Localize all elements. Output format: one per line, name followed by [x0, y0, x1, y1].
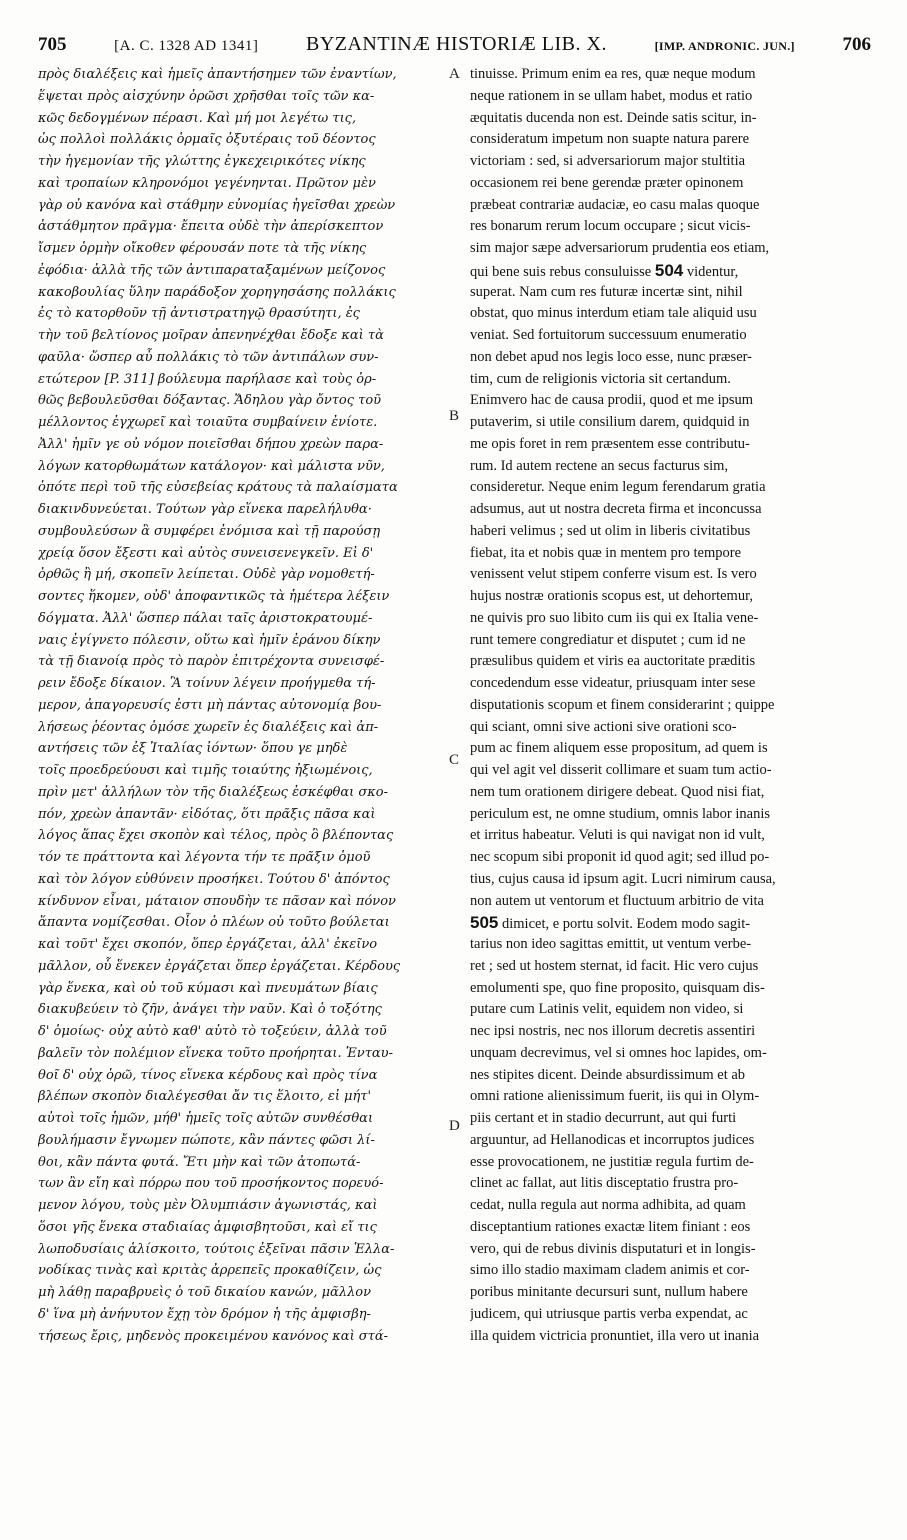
greek-text-line: θοῖ δ' οὐχ ὁρῶ, τίνος εἵνεκα κέρδους καὶ πρὸς τίνα	[38, 1067, 378, 1083]
greek-text-line: ναις ἐγίγνετο πόλεσιν, οὕτω καὶ ἡμῖν ἐράνου δίκην	[38, 632, 381, 648]
greek-text-line: ρειν ἔδοξε δίκαιον. Ἃ τοίνυν λέγειν προήγμεθα τή-	[38, 676, 376, 691]
latin-text-line: simo illo stadio maximam cladem animis et cor-	[470, 1262, 750, 1279]
greek-text-line: αὐτοὶ τοῖς ἡμῶν, μήθ' ἡμεῖς τοῖς αὐτῶν συνθέσθαι	[38, 1111, 374, 1126]
greek-text-line: Ἀλλ' ἡμῖν γε οὐ νόμον ποιεῖσθαι δήπου χρεὼν παρα-	[38, 436, 384, 452]
latin-text-line: consideratum impetum non suapte natura parere	[470, 131, 750, 148]
greek-text-line: ὁπότε περὶ τοῦ τῆς εὐσεβείας κράτους τὰ παλαίσματα	[38, 480, 398, 496]
latin-text-line: illa quidem victricia pronuntiet, illa vero ut inania	[470, 1327, 760, 1344]
greek-text-line: μενον λόγου, τοὺς μὲν Ὀλυμπιάσιν ἀγωνιστάς, καὶ	[38, 1198, 378, 1213]
greek-text-line: πρὶν μετ' ἀλλήλων τὸν τῆς διαλέξεως ἐσκέφθαι σκο-	[38, 784, 388, 800]
book-title: BYZANTINÆ HISTORIÆ LIB. X.	[305, 33, 607, 55]
greek-text-line: σοντες ἥκομεν, οὐδ' ἀποφαντικῶς τὰ ἡμέτερα λέξειν	[38, 589, 390, 604]
greek-text-line: τὴν τοῦ βελτίονος μοῖραν ἀπενηνέχθαι ἔδοξε καὶ τὰ	[38, 328, 384, 343]
greek-text-line: ετώτερον [P. 311] βούλευμα παρήλασε καὶ τοὺς ὀρ-	[38, 371, 377, 387]
latin-text-line: cedat, nulla regula aut norma adhibita, ad quam	[470, 1197, 746, 1213]
latin-text-line: veniat. Sed fortuitorum successuum enumeratio	[470, 327, 747, 343]
latin-text-line: fiebat, ita et nobis quæ in mentem pro tempore	[470, 544, 742, 561]
latin-text-line: qui bene suis rebus consuluisse 504 videntur,	[470, 260, 739, 280]
latin-text-line: nec ipsi nostris, nec nos illorum decretis assentiri	[470, 1023, 756, 1039]
greek-text-line: φαῦλα· ὥσπερ αὖ πολλάκις τὸ τῶν ἀντιπάλων συν-	[38, 349, 379, 365]
greek-text-line: λήσεως ῥέοντας ὁμόσε χωρεῖν ἐς διαλέξεις καὶ ἀπ-	[38, 719, 379, 735]
latin-text-line: Enimvero hac de causa prodii, quod et me ipsum	[470, 392, 754, 409]
greek-text-line: ὅσοι γῆς ἕνεκα σταδιαίας ἀμφισβητοῦσι, καὶ εἴ τις	[38, 1219, 377, 1235]
greek-text-line: διακυβεύειν τὸ ζῆν, ἀνάγει τὴν ναῦν. Καὶ ὁ τοξότης	[38, 1002, 382, 1018]
latin-text-line: clinet ac fallat, aut litis disceptatio frustra pro-	[470, 1175, 739, 1192]
greek-text-line: βαλεῖν τὸν πολέμιον εἵνεκα τοῦτο προήρηται. Ἐνταυ-	[38, 1045, 393, 1061]
page-number-right: 706	[842, 34, 871, 55]
latin-text-line: neque rationem in se ullam habet, modus et ratio	[470, 87, 753, 104]
latin-text-line: omni ratione alienissimum fuerit, iis qui in Olym-	[470, 1088, 760, 1105]
latin-text-line: judicem, qui utriusque partis verba expendat, ac	[470, 1305, 748, 1322]
greek-text-line: μᾶλλον, οὗ ἕνεκεν ἐργάζεται ὅπερ ἐργάζεται. Κέρδους	[38, 958, 401, 974]
greek-text-line: θοι, κἂν πάντα φυτά. Ἔτι μὴν καὶ τῶν ἀτοπωτά-	[38, 1154, 361, 1170]
greek-text-line: μέλλοντος ἐγχωρεῖ καὶ τοιαῦτα συμβαίνειν ἐνίοτε.	[38, 415, 378, 430]
latin-text-line: tinuisse. Primum enim ea res, quæ neque modum	[470, 66, 756, 82]
greek-text-line: ἀστάθμητον πρᾶγμα· ἔπειτα οὐδὲ τὴν ἀπερίσκεπτον	[38, 219, 384, 235]
greek-text-line: ἐς τὸ κατορθοῦν τῇ ἀντιστρατηγῷ θρασύτητι, ἐς	[38, 306, 360, 322]
greek-text-line: κακοβουλίας ὕλην παράδοξον χορηγησάσης πολλάκις	[38, 284, 396, 300]
greek-text-line: καὶ τοῦτ' ἔχει σκοπόν, ὅπερ ἐργάζεται, ἀλλ' ἐκεῖνο	[38, 937, 378, 952]
latin-text-line: hujus nostræ orationis scopus est, ut dehortemur,	[470, 588, 753, 604]
latin-text-line: tius, cujus causa id ipsum agit. Lucri nimirum causa,	[470, 870, 776, 887]
latin-text-line: periculum est, ne omne studium, omnis labor inanis	[470, 805, 771, 822]
latin-text-line: præbeat contrariæ audaciæ, eo casu malas quoque	[470, 196, 760, 213]
section-marker-c: C	[449, 752, 460, 768]
latin-text-line: concedendum esse videatur, priusquam inter sese	[470, 675, 756, 691]
latin-text-line: consideretur. Neque enim legum ferendarum gratia	[470, 479, 766, 496]
greek-text-line: διακινδυνεύεται. Τούτων γὰρ εἵνεκα παρελήλυθα·	[38, 502, 372, 517]
latin-text-line: haberi velimus ; sed ut olim in liberis civitatibus	[470, 522, 751, 539]
latin-text-line: præsulibus quidem et viris ea auctoritate præditis	[470, 653, 756, 670]
latin-text-line: me opis foret in rem præsentem esse contributu-	[470, 435, 750, 452]
greek-text-line: μὴ λάθῃ παραβρυεὶς ὁ τοῦ δικαίου κανών, μᾶλλον	[38, 1285, 372, 1300]
greek-text-line: λωποδυσίαις ἁλίσκοιτο, τούτοις ἐξεῖναι πᾶσιν Ἑλλα-	[38, 1241, 395, 1257]
latin-text-line: obstat, quo minus interdum etiam tale aliquid usu	[470, 305, 757, 322]
latin-text-line: rum. Id autem rectene an secus facturus sim,	[470, 457, 729, 474]
greek-text-line: ὀρθῶς ἢ μή, σκοπεῖν λείπεται. Οὐδὲ γὰρ νομοθετή-	[38, 567, 375, 583]
latin-text-line: occasionem rei bene gerendæ præter opinonem	[470, 174, 744, 191]
side-number-504: 504	[654, 260, 684, 280]
greek-text-line: λόγων κατορθωμάτων κατάλογον· καὶ μάλιστα νῦν,	[38, 458, 385, 474]
greek-text-line: κῶς δεδογμένων πέρασι. Καὶ μή μοι λεγέτω τις,	[38, 110, 357, 126]
section-marker-d: D	[449, 1118, 460, 1134]
latin-text-line: tarius non ideo sagittas emittit, ut ventum verbe-	[470, 936, 752, 952]
greek-text-line: ἐφόδια· ἀλλὰ τῆς τῶν ἀντιπαραταξαμένων μείζονος	[38, 262, 386, 278]
latin-text-line: res bonarum rerum locum occupare ; sicut vicis-	[470, 218, 751, 235]
greek-text-line: τήσεως ἔρις, μηδενὸς προκειμένου κανόνος καὶ στά-	[38, 1328, 389, 1344]
greek-text-line: τὴν ἡγεμονίαν τῆς γλώττης ἐγκεχειρικότες νίκης	[38, 154, 366, 169]
latin-text-line: sim major sæpe adversariorum prudentia eos etiam,	[470, 240, 770, 256]
emperor-reference: [IMP. ANDRONIC. JUN.]	[654, 39, 795, 53]
greek-text-line: δ' ἵνα μὴ ἀνήνυτον ἔχῃ τὸν δρόμον ἡ τῆς ἀμφισβη-	[38, 1306, 371, 1322]
greek-text-line: πρὸς διαλέξεις καὶ ἡμεῖς ἀπαντήσημεν τῶν ἐναντίων,	[38, 67, 397, 82]
latin-text-line: nes stipites dicent. Deinde absurdissimum et ab	[470, 1066, 746, 1083]
latin-text-line: vero, qui de rebus divinis disputaturi et in longis-	[470, 1240, 756, 1257]
greek-text-line: τόν τε πράττοντα καὶ λέγοντα τήν τε πρᾶξιν ὁμοῦ	[38, 850, 371, 865]
greek-text-line: μερον, ἀπαγορευσίς ἐστι μὴ πάντας αὐτονομίᾳ βου-	[38, 697, 382, 713]
latin-text-line: arguuntur, ad Hellanodicas et incorruptos judices	[470, 1131, 755, 1148]
latin-text-line: æquitatis ducenda non est. Deinde satis scitur, in-	[470, 109, 757, 126]
latin-text-line: 505 dimicet, e portu solvit. Eodem modo sagit-	[470, 913, 751, 933]
latin-text-line: qui vel agit vel disserit collimare et suam tum actio-	[470, 762, 772, 778]
latin-text-line: ne quivis pro suo libito cum iis qui ex Italia vene-	[470, 609, 759, 626]
latin-text-line: ret ; sed ut hostem sternat, id facit. Hic vero cujus	[470, 957, 759, 974]
latin-text-line: superat. Nam cum res futuræ incertæ sint, nihil	[470, 283, 743, 300]
greek-text-line: αντήσεις τῶν ἐξ Ἰταλίας ἰόντων· ὅπου γε μηδὲ	[38, 741, 348, 757]
greek-text-line: ἅπαντα νομίζεσθαι. Οἷον ὁ πλέων οὐ τοῦτο βούλεται	[38, 915, 390, 931]
latin-text-line: non debet apud nos legis loco esse, nunc præser-	[470, 348, 752, 365]
greek-text-line: των ἂν εἴη καὶ πόρρω που τοῦ προσήκοντος πορευό-	[38, 1176, 384, 1192]
latin-text-line: unquam decrevimus, vel si omnes hoc lapides, om-	[470, 1044, 767, 1061]
latin-text-line: tim, cum de religionis victoria sit certandum.	[470, 370, 731, 387]
greek-text-line: γὰρ ἕνεκα, καὶ οὐ τοῦ κύμασι καὶ πνευμάτων βίαις	[38, 980, 378, 996]
greek-text-line: θῶς βεβουλεῦσθαι δόξαντας. Ἄδηλου γὰρ ὄντος τοῦ	[38, 393, 382, 409]
greek-text-line: καὶ τροπαίων κληρονόμοι γεγένηνται. Πρῶτον μὲν	[38, 175, 376, 191]
running-header	[38, 33, 871, 57]
latin-text-line: disceptantium rationes exactæ litem finiant : eos	[470, 1218, 751, 1235]
greek-text-line: ἴσμεν ὁρμὴν οἴκοθεν φέρουσάν ποτε τὰ τῆς νίκης	[38, 241, 367, 256]
latin-text-line: nec scopum sibi proponit id quod agit; sed illud po-	[470, 849, 770, 865]
latin-text-line: poribus minitante decursuri sunt, nullum habere	[470, 1284, 748, 1300]
greek-text-line: νοδίκας τινὰς καὶ κριτὰς ἀρρεπεῖς προκαθίζειν, ὡς	[38, 1263, 382, 1279]
greek-text-line: πόν, χρεὼν ἀπαντᾶν· εἰδότας, ὅτι πρᾶξις πᾶσα καὶ	[38, 806, 376, 822]
latin-text-line: et irritus habeatur. Veluti is qui navigat non id vult,	[470, 827, 765, 844]
latin-text-line: pum ac finem aliquem esse propositum, ad quem is	[470, 740, 768, 757]
page-number-left: 705	[38, 34, 67, 55]
greek-text-line: γὰρ οὐ κανόνα καὶ στάθμην εὐνομίας ἡγεῖσθαι χρεὼν	[38, 197, 396, 213]
greek-text-line: χρείᾳ ὅσον ἔξεστι καὶ αὐτὸς συνεισενεγκεῖν. Εἰ δ'	[38, 545, 374, 561]
greek-text-line: λόγος ἅπας ἔχει σκοπὸν καὶ τέλος, πρὸς ὃ βλέποντας	[38, 828, 394, 844]
greek-text-line: ὡς πολλοὶ πολλάκις ὁρμαῖς ὀξυτέραις τοῦ δέοντος	[38, 132, 376, 148]
side-number-505: 505	[470, 913, 499, 933]
greek-text-line: συμβουλεύσων ἃ συμφέρει ἐνόμισα καὶ τῇ παρούσῃ	[38, 523, 381, 539]
latin-text-line: esse provocationem, ne justitiæ regula furtim de-	[470, 1153, 754, 1170]
date-range: [A. C. 1328 AD 1341]	[114, 38, 259, 54]
greek-text-line: ἕψεται πρὸς αἰσχύνην ὁρῶσι χρῆσθαι τοῖς τῶν κα-	[38, 88, 375, 104]
latin-text-column	[470, 64, 870, 1347]
latin-text-line: disputationis scopum et finem considerarint ; quippe	[470, 696, 775, 713]
latin-text-line: emolumenti spe, quo fine proposito, quisquam dis-	[470, 979, 765, 996]
latin-text-line: putaverim, si utile consilium darem, quidquid in	[470, 414, 750, 430]
greek-text-line: δόγματα. Ἀλλ' ὥσπερ πάλαι ταῖς ἀριστοκρατουμέ-	[38, 610, 373, 626]
greek-text-line: τοῖς προεδρεύουσι καὶ τιμῆς τοιαύτης ἠξιωμένοις,	[38, 763, 373, 778]
section-marker-a: A	[449, 66, 460, 82]
greek-text-line: καὶ τὸν λόγον εὐθύνειν προσήκει. Τούτου δ' ἀπόντος	[38, 871, 390, 887]
latin-text-line: victoriam : sed, si adversariorum major stultitia	[470, 153, 746, 169]
latin-text-line: qui sciant, omni sive actioni sive orationi sco-	[470, 718, 737, 735]
latin-text-line: venissent velut stipem conferre visum est. Is vero	[470, 566, 757, 583]
latin-text-line: adsumus, aut ut nostra decreta firma et inconcussa	[470, 501, 762, 517]
latin-text-line: nem tum orationem dirigere debeat. Quod nisi fiat,	[470, 783, 765, 800]
latin-text-line: putare cum Latinis velit, equidem non video, si	[470, 1001, 744, 1018]
greek-text-line: δ' ὁμοίως· οὐχ αὐτὸ καθ' αὑτὸ τὸ τοξεύειν, ἀλλὰ τοῦ	[38, 1024, 387, 1039]
greek-text-line: τὰ τῇ διανοίᾳ πρὸς τὸ παρὸν ἐπιτρέχοντα συνεισφέ-	[38, 654, 385, 670]
latin-text-line: piis certant et in stadio decurrunt, aut qui furti	[470, 1110, 737, 1126]
latin-text-line: runt temere congrediatur et disputet ; cum id ne	[470, 631, 746, 648]
greek-text-column	[38, 64, 446, 1347]
greek-text-line: βουλήμασιν ἔγνωμεν πώποτε, κἂν πάντες φῶσι λί-	[38, 1132, 375, 1148]
greek-text-line: βλέπων σκοπὸν διαλέγεσθαι ἄν τις ἕλοιτο, εἰ μήτ'	[38, 1089, 372, 1105]
greek-text-line: κίνδυνον εἶναι, μάταιον σπουδὴν τε πᾶσαν καὶ πόνον	[38, 893, 396, 909]
section-marker-b: B	[449, 408, 460, 424]
latin-text-line: non autem ut ventorum et fluctuum arbitrio de vita	[470, 892, 764, 909]
